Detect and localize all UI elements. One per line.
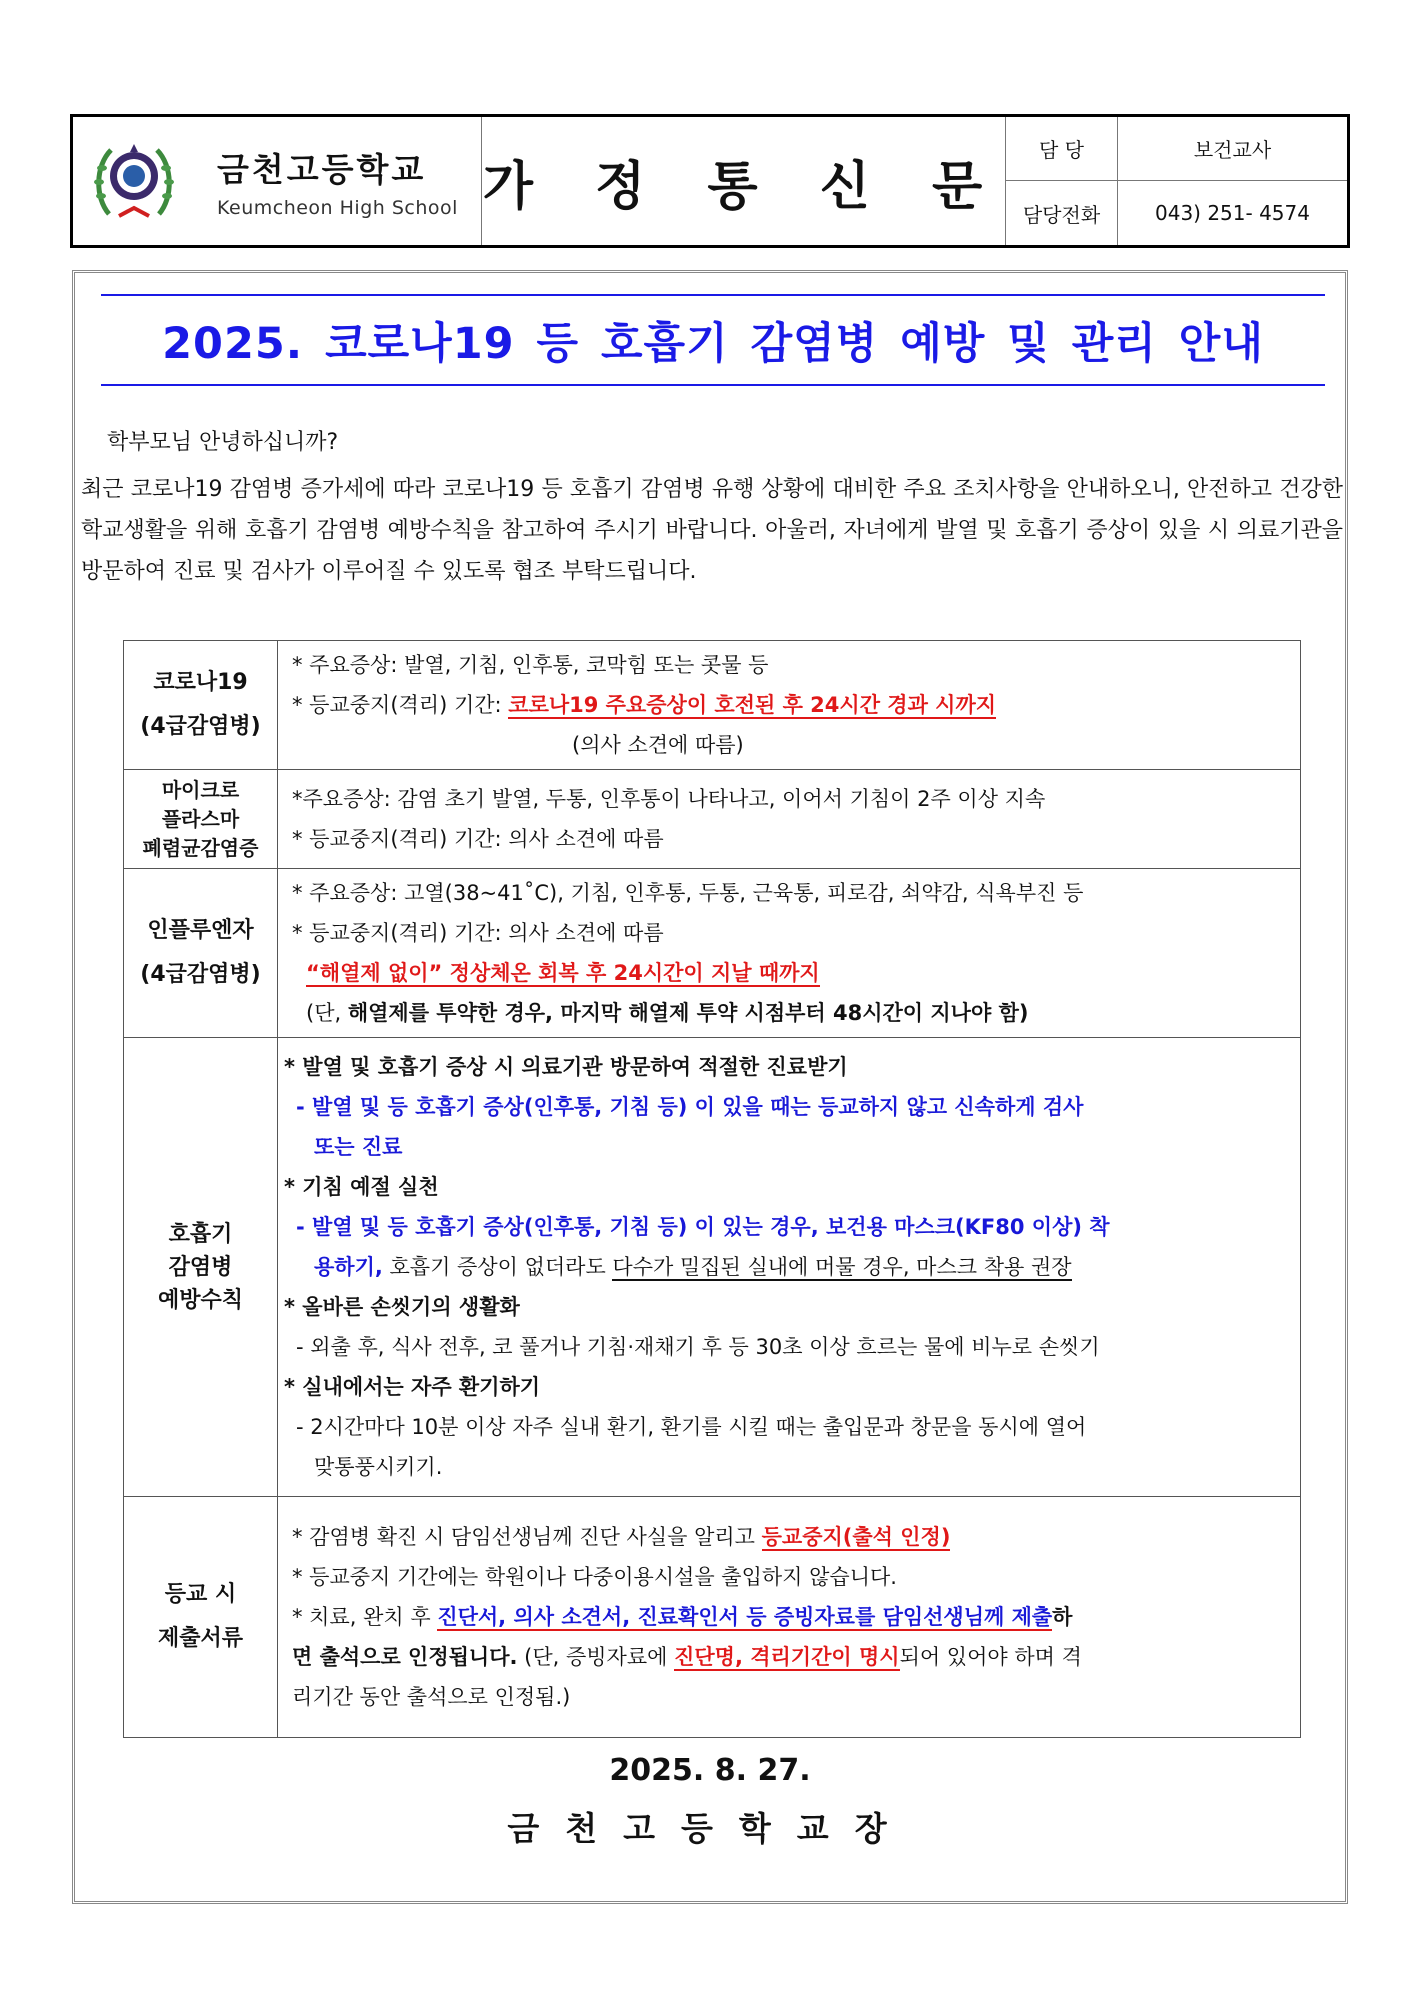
covid19-isolation-label: * 등교중지(격리) 기간: <box>292 693 509 717</box>
label-covid19 <box>124 641 278 770</box>
label-documents-2: 제출서류 <box>157 1626 243 1651</box>
letter-header <box>70 114 1350 248</box>
letter-body <box>72 270 1348 1904</box>
docs-submit-items: 진단서, 의사 소견서, 진료확인서 등 증빙자료를 담임선생님께 제출 <box>437 1605 1053 1629</box>
document-type-title: 가 정 통 신 문 <box>482 117 1006 245</box>
intro-paragraph: 최근 코로나19 감염병 증가세에 따라 코로나19 등 호흡기 감염병 유행 상황에 대비한 주요 조치사항을 안내하오니, 안전하고 건강한 학교생활을 위해 호흡기 감염병 예방수칙을 참고하여 주시기 바랍니다. 아울러, 자녀에게 발열 및 호흡기 증상이 있을 시 의료기관을 방문하여 진료 및 검사가 이루어질 수 있도록 협조 부탁드립니다. <box>81 477 1343 584</box>
docs-attendance <box>292 1637 1292 1677</box>
docs-notify <box>292 1517 1292 1557</box>
contact-info <box>1006 117 1347 245</box>
issue-date: 2025. 8. 27. <box>609 1753 811 1788</box>
docs-required-info: 진단명, 격리기간이 명시 <box>674 1645 900 1669</box>
row-mycoplasma <box>124 770 1301 869</box>
notice-title: 2025. 코로나19 등 호흡기 감염병 예방 및 관리 안내 <box>162 318 1264 369</box>
influenza-fever-rule-line <box>292 953 1292 993</box>
docs-attendance-recognized: 면 출석으로 인정됩니다. <box>292 1645 518 1669</box>
rule-visit-clinic: * 발열 및 호흡기 증상 시 의료기관 방문하여 적절한 진료받기 <box>284 1055 848 1079</box>
rule-cough-etiquette: * 기침 예절 실천 <box>284 1175 439 1199</box>
content-influenza <box>278 869 1301 1038</box>
label-documents <box>124 1497 278 1738</box>
phone-label: 담당전화 <box>1006 181 1118 245</box>
content-documents <box>278 1497 1301 1738</box>
label-prevention <box>124 1038 278 1497</box>
manager-label: 담 당 <box>1006 117 1118 181</box>
mycoplasma-symptoms: *주요증상: 감염 초기 발열, 두통, 인후통이 나타나고, 이어서 기침이 2주 이상 지속 <box>292 787 1046 811</box>
covid19-note: (의사 소견에 따름) <box>572 733 744 757</box>
school-name-english: Keumcheon High School <box>217 196 458 219</box>
label-mycoplasma-1: 마이크로 <box>161 777 240 802</box>
rule-ventilation: * 실내에서는 자주 환기하기 <box>284 1375 541 1399</box>
label-influenza-name: 인플루엔자 <box>147 918 254 943</box>
label-prevention-2: 감염병 <box>168 1254 233 1280</box>
phone-value: 043) 251- 4574 <box>1155 201 1310 225</box>
covid19-symptoms: * 주요증상: 발열, 기침, 인후통, 코막힘 또는 콧물 등 <box>292 653 769 677</box>
rule-visit-clinic-detail-cont: 또는 진료 <box>314 1135 403 1159</box>
label-mycoplasma <box>124 770 278 869</box>
label-mycoplasma-2: 플라스마 <box>161 806 240 831</box>
greeting: 학부모님 안녕하십니까? <box>107 430 339 455</box>
row-covid19 <box>124 641 1301 770</box>
label-covid19-name: 코로나19 <box>153 670 248 695</box>
content-prevention <box>278 1038 1301 1497</box>
label-influenza <box>124 869 278 1038</box>
notice-title-box <box>101 294 1325 386</box>
docs-submit-suffix: 하 <box>1052 1605 1073 1629</box>
docs-attendance-cont: 리기간 동안 출석으로 인정됨.) <box>292 1685 571 1709</box>
docs-attendance-note-prefix: (단, 증빙자료에 <box>517 1645 675 1669</box>
rule-mask-recommend: 다수가 밀집된 실내에 머물 경우, 마스크 착용 권장 <box>612 1255 1072 1279</box>
influenza-note-body: 해열제를 투약한 경우, 마지막 해열제 투약 시점부터 48시간이 지나야 함) <box>347 1001 1029 1025</box>
docs-attendance-note-suffix: 되어 있어야 하며 격 <box>899 1645 1082 1669</box>
disease-info-table <box>123 640 1301 1738</box>
school-name: 금천고등학교 <box>217 149 427 189</box>
row-prevention <box>124 1038 1301 1497</box>
label-influenza-grade: (4급감염병) <box>140 962 261 987</box>
rule-visit-clinic-detail: - 발열 및 등 호흡기 증상(인후통, 기침 등) 이 있을 때는 등교하지 않고 신속하게 검사 <box>296 1095 1084 1119</box>
mycoplasma-isolation: * 등교중지(격리) 기간: 의사 소견에 따름 <box>292 827 664 851</box>
label-mycoplasma-3: 폐렴균감염증 <box>142 835 259 860</box>
influenza-fever-rule: “해열제 없이” 정상체온 회복 후 24시간이 지날 때까지 <box>306 961 820 985</box>
principal-signature: 금천고등학교장 <box>507 1809 913 1848</box>
label-prevention-1: 호흡기 <box>168 1221 233 1247</box>
content-covid19 <box>278 641 1301 770</box>
rule-mask-wear: 용하기, <box>314 1255 383 1279</box>
docs-attendance-status: 등교중지(출석 인정) <box>761 1525 951 1549</box>
rule-handwashing: * 올바른 손씻기의 생활화 <box>284 1295 520 1319</box>
docs-no-academy: * 등교중지 기간에는 학원이나 다중이용시설을 출입하지 않습니다. <box>292 1565 897 1589</box>
rule-handwashing-detail: - 외출 후, 식사 전후, 코 풀거나 기침·재채기 후 등 30초 이상 흐르는 물에 비누로 손씻기 <box>296 1335 1100 1359</box>
label-prevention-3: 예방수칙 <box>157 1287 243 1313</box>
label-covid19-grade: (4급감염병) <box>140 714 261 739</box>
covid19-isolation <box>292 685 1292 725</box>
rule-ventilation-detail-cont: 맞통풍시키기. <box>314 1455 443 1479</box>
docs-submit <box>292 1597 1292 1637</box>
rule-cough-etiquette-detail-cont <box>284 1247 1292 1287</box>
rule-cough-etiquette-detail: - 발열 및 등 호흡기 증상(인후통, 기침 등) 이 있는 경우, 보건용 마스크(KF80 이상) 착 <box>296 1215 1110 1239</box>
school-block <box>73 117 482 245</box>
rule-ventilation-detail: - 2시간마다 10분 이상 자주 실내 환기, 환기를 시킬 때는 출입문과 창문을 동시에 열어 <box>296 1415 1087 1439</box>
rule-mask-text: 호흡기 증상이 없더라도 <box>382 1255 613 1279</box>
covid19-isolation-period: 코로나19 주요증상이 호전된 후 24시간 경과 시까지 <box>508 693 997 717</box>
docs-notify-text: * 감염병 확진 시 담임선생님께 진단 사실을 알리고 <box>292 1525 762 1549</box>
docs-submit-prefix: * 치료, 완치 후 <box>292 1605 438 1629</box>
label-documents-1: 등교 시 <box>164 1582 237 1607</box>
influenza-medication-note <box>292 993 1292 1033</box>
school-emblem-icon <box>89 136 179 226</box>
influenza-isolation: * 등교중지(격리) 기간: 의사 소견에 따름 <box>292 921 664 945</box>
influenza-symptoms: * 주요증상: 고열(38~41˚C), 기침, 인후통, 두통, 근육통, 피로감, 쇠약감, 식욕부진 등 <box>292 881 1084 905</box>
row-influenza <box>124 869 1301 1038</box>
manager-value: 보건교사 <box>1118 117 1347 181</box>
content-mycoplasma <box>278 770 1301 869</box>
influenza-note-prefix: (단, <box>306 1001 348 1025</box>
row-documents <box>124 1497 1301 1738</box>
